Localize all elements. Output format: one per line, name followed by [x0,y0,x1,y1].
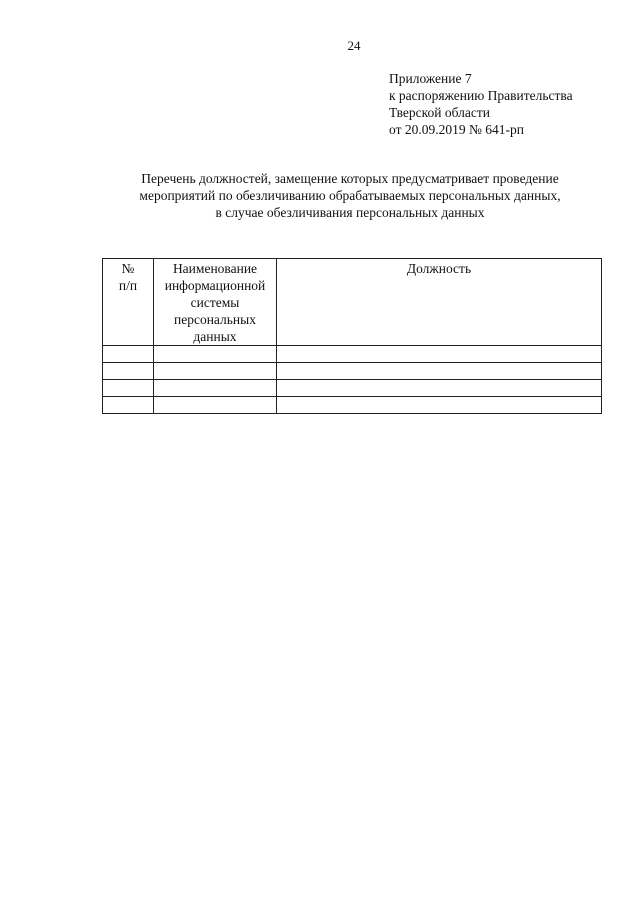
table-row [103,380,602,397]
header-number-line-2: п/п [118,278,138,293]
table-cell-system [154,397,277,414]
header-system-line-5: данных [193,329,237,344]
table-cell-number [103,346,154,363]
table-cell-system [154,346,277,363]
document-title-line-3: в случае обезличивания персональных данных [215,205,485,220]
attachment-block [389,70,573,138]
document-title [100,170,600,221]
header-system-name [154,259,277,346]
table-cell-system [154,380,277,397]
table-cell-position [277,380,602,397]
table-row [103,363,602,380]
table-header-row [103,259,602,346]
attachment-line-date: от 20.09.2019 № 641-рп [389,122,524,137]
table-cell-position [277,397,602,414]
table-cell-position [277,346,602,363]
attachment-line-appendix: Приложение 7 [389,71,472,86]
table-cell-system [154,363,277,380]
header-number-line-1: № [121,261,135,276]
header-system-line-3: системы [190,295,240,310]
header-number [103,259,154,346]
attachment-line-region: Тверской области [389,105,490,120]
table-row [103,397,602,414]
header-position: Должность [277,259,602,346]
table-cell-number [103,380,154,397]
header-system-line-4: персональных [174,312,256,327]
attachment-line-order: к распоряжению Правительства [389,88,573,103]
table-cell-number [103,363,154,380]
table-cell-position [277,363,602,380]
positions-table [102,258,602,414]
document-title-line-1: Перечень должностей, замещение которых предусматривает проведение [141,171,559,186]
header-system-line-1: Наименование [172,261,258,276]
document-title-line-2: мероприятий по обезличиванию обрабатываемых персональных данных, [139,188,561,203]
page-number: 24 [347,38,361,53]
header-system-line-2: информационной [164,278,266,293]
table-row [103,346,602,363]
table-cell-number [103,397,154,414]
